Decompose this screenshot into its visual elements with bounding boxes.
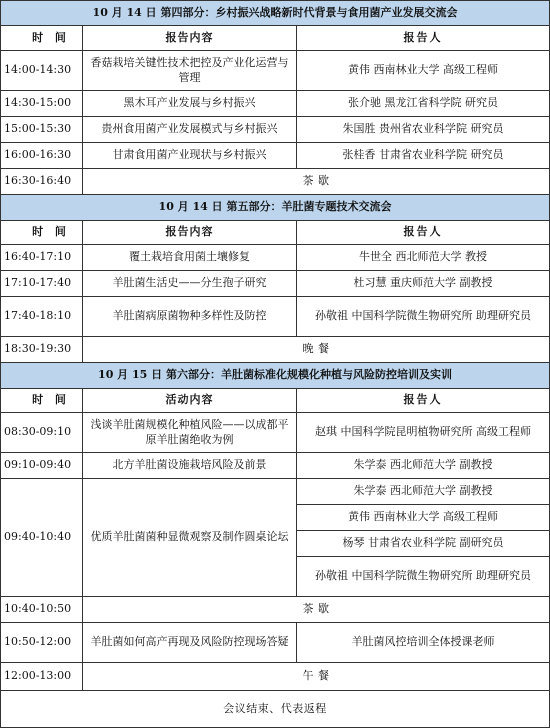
session-time: 10:50-12:00 <box>1 623 83 663</box>
session-time: 08:30-09:10 <box>1 413 83 453</box>
column-header-row <box>1 389 550 413</box>
session-topic: 贵州食用菌产业发展模式与乡村振兴 <box>83 117 297 143</box>
break-time: 18:30-19:30 <box>1 337 83 363</box>
column-header-time: 时 间 <box>1 389 83 413</box>
table-row <box>1 453 550 479</box>
column-header-row <box>1 26 550 51</box>
break-row <box>1 169 550 195</box>
session-topic: 香菇栽培关键性技术把控及产业化运营与管理 <box>83 51 297 91</box>
session-speaker: 张桂香 甘肃省农业科学院 研究员 <box>297 143 550 169</box>
session-time: 16:00-16:30 <box>1 143 83 169</box>
session-time: 09:10-09:40 <box>1 453 83 479</box>
session-time: 17:40-18:10 <box>1 297 83 337</box>
section-title: 10 月 14 日 第五部分：羊肚菌专题技术交流会 <box>1 195 550 221</box>
section-title: 10 月 15 日 第六部分：羊肚菌标准化规模化种植与风险防控培训及实训 <box>1 363 550 389</box>
table-row <box>1 91 550 117</box>
section-title: 10 月 14 日 第四部分：乡村振兴战略新时代背景与食用菌产业发展交流会 <box>1 1 550 26</box>
session-speaker: 羊肚菌风控培训全体授课老师 <box>297 623 550 663</box>
column-header-speaker: 报告人 <box>297 221 550 245</box>
column-header-content: 报告内容 <box>83 26 297 51</box>
session-speaker: 黄伟 西南林业大学 高级工程师 <box>297 51 550 91</box>
break-label: 茶 歇 <box>83 597 550 623</box>
session-topic: 黑木耳产业发展与乡村振兴 <box>83 91 297 117</box>
session-speaker: 赵琪 中国科学院昆明植物研究所 高级工程师 <box>297 413 550 453</box>
forum-speaker: 黄伟 西南林业大学 高级工程师 <box>297 505 550 531</box>
section-header <box>1 1 550 26</box>
column-header-time: 时 间 <box>1 26 83 51</box>
forum-topic: 优质羊肚菌菌种显微观察及制作圆桌论坛 <box>83 479 297 597</box>
session-speaker: 朱学泰 西北师范大学 副教授 <box>297 453 550 479</box>
session-topic: 甘肃食用菌产业现状与乡村振兴 <box>83 143 297 169</box>
session-topic: 羊肚菌生活史——分生孢子研究 <box>83 271 297 297</box>
forum-speaker: 孙敬祖 中国科学院微生物研究所 助理研究员 <box>297 557 550 597</box>
column-header-row <box>1 221 550 245</box>
forum-speaker: 朱学泰 西北师范大学 副教授 <box>297 479 550 505</box>
forum-time: 09:40-10:40 <box>1 479 83 597</box>
session-time: 14:30-15:00 <box>1 91 83 117</box>
session-topic: 覆土栽培食用菌土壤修复 <box>83 245 297 271</box>
break-time: 10:40-10:50 <box>1 597 83 623</box>
session-time: 17:10-17:40 <box>1 271 83 297</box>
table-row <box>1 245 550 271</box>
forum-row <box>1 479 550 505</box>
lunch-time: 12:00-13:00 <box>1 663 83 691</box>
table-row <box>1 623 550 663</box>
session-time: 14:00-14:30 <box>1 51 83 91</box>
table-row <box>1 51 550 91</box>
table-row <box>1 271 550 297</box>
column-header-content: 报告内容 <box>83 221 297 245</box>
section-header <box>1 195 550 221</box>
column-header-speaker: 报告人 <box>297 26 550 51</box>
table-row <box>1 117 550 143</box>
column-header-time: 时 间 <box>1 221 83 245</box>
forum-speaker: 杨琴 甘肃省农业科学院 副研究员 <box>297 531 550 557</box>
lunch-row <box>1 663 550 691</box>
column-header-speaker: 报告人 <box>297 389 550 413</box>
session-topic: 羊肚菌病原菌物种多样性及防控 <box>83 297 297 337</box>
session-time: 15:00-15:30 <box>1 117 83 143</box>
break-row <box>1 597 550 623</box>
table-row <box>1 297 550 337</box>
session-speaker: 孙敬祖 中国科学院微生物研究所 助理研究员 <box>297 297 550 337</box>
break-label: 晚 餐 <box>83 337 550 363</box>
break-label: 茶 歇 <box>83 169 550 195</box>
table-row <box>1 143 550 169</box>
section-header <box>1 363 550 389</box>
session-time: 16:40-17:10 <box>1 245 83 271</box>
session-topic: 北方羊肚菌设施栽培风险及前景 <box>83 453 297 479</box>
lunch-label: 午 餐 <box>83 663 550 691</box>
session-speaker: 朱国胜 贵州省农业科学院 研究员 <box>297 117 550 143</box>
session-topic: 浅谈羊肚菌规模化种植风险——以成都平原羊肚菌绝收为例 <box>83 413 297 453</box>
closing-note: 会议结束、代表返程 <box>1 691 550 728</box>
session-speaker: 杜习慧 重庆师范大学 副教授 <box>297 271 550 297</box>
break-row <box>1 337 550 363</box>
session-speaker: 牛世全 西北师范大学 教授 <box>297 245 550 271</box>
session-speaker: 张介驰 黑龙江省科学院 研究员 <box>297 91 550 117</box>
table-row <box>1 413 550 453</box>
column-header-content: 活动内容 <box>83 389 297 413</box>
session-topic: 羊肚菌如何高产再现及风险防控现场答疑 <box>83 623 297 663</box>
break-time: 16:30-16:40 <box>1 169 83 195</box>
